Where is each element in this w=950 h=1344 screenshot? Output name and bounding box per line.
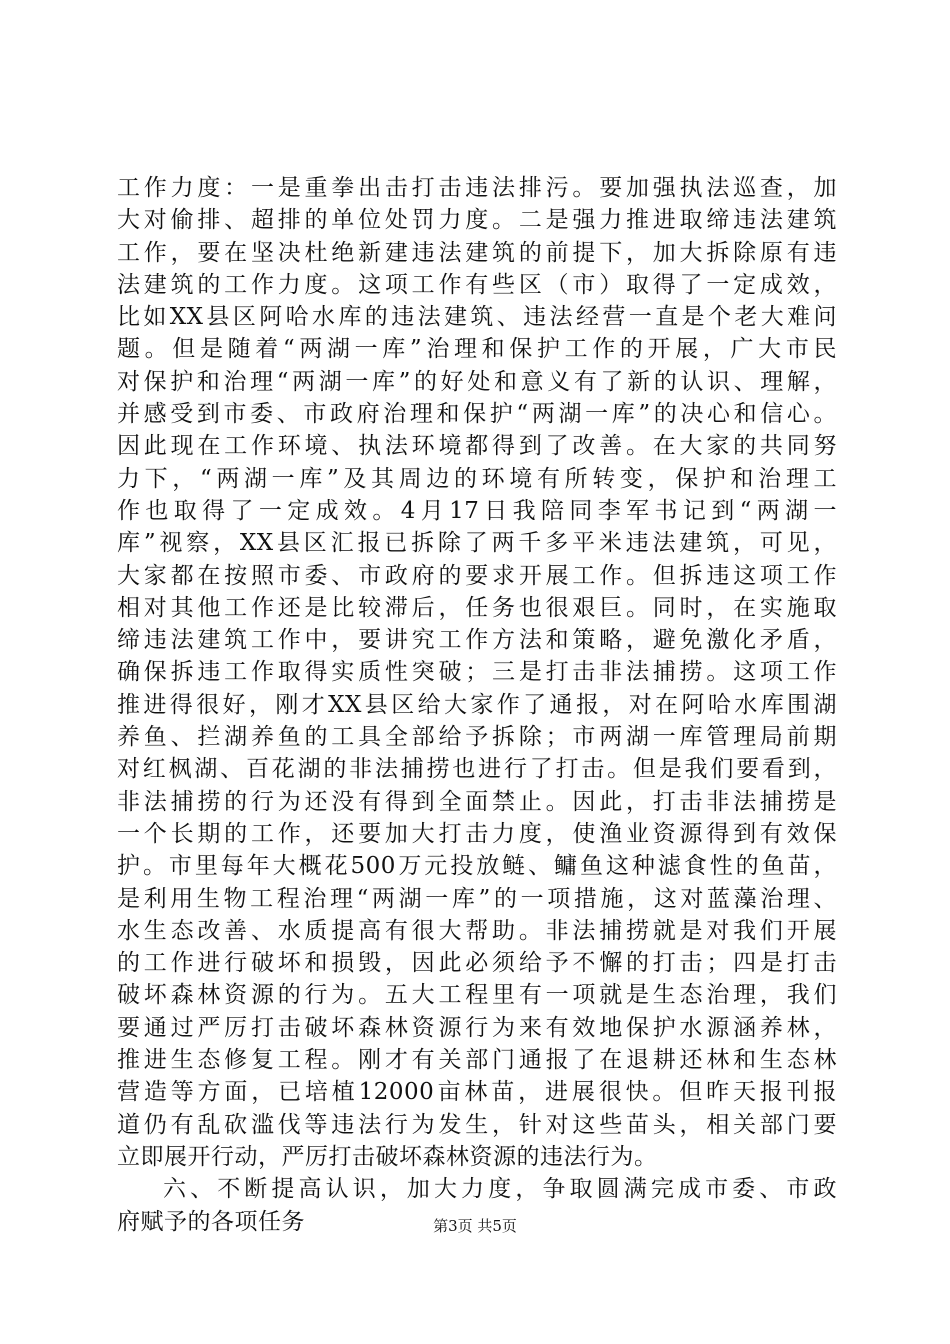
text-line: 大对偷排、超排的单位处罚力度。二是强力推进取缔违法建筑 [117,207,837,234]
text-line: 比如XX县区阿哈水库的违法建筑、违法经营一直是个老大难问 [117,304,837,331]
text-line: 力下，“两湖一库”及其周边的环境有所转变，保护和治理工 [117,465,837,492]
text-line: 对红枫湖、百花湖的非法捕捞也进行了打击。但是我们要看到， [117,756,837,783]
text-line: 养鱼、拦湖养鱼的工具全部给予拆除；市两湖一库管理局前期 [117,724,837,751]
text-line: 相对其他工作还是比较滞后，任务也很艰巨。同时，在实施取 [117,594,837,621]
text-line: 库”视察，XX县区汇报已拆除了两千多平米违法建筑，可见， [117,530,837,557]
text-line: 作也取得了一定成效。4月17日我陪同李军书记到“两湖一 [117,497,837,524]
text-line: 题。但是随着“两湖一库”治理和保护工作的开展，广大市民 [117,336,837,363]
text-line: 立即展开行动，严厉打击破坏森林资源的违法行为。 [117,1143,658,1170]
text-line: 确保拆违工作取得实质性突破；三是打击非法捕捞。这项工作 [117,659,837,686]
text-line: 对保护和治理“两湖一库”的好处和意义有了新的认识、理解， [117,368,837,395]
section-heading-line: 六、不断提高认识，加大力度，争取圆满完成市委、市政 [163,1176,837,1203]
text-line: 营造等方面，已培植12000亩林苗，进展很快。但昨天报刊报 [117,1079,837,1106]
text-line: 水生态改善、水质提高有很大帮助。非法捕捞就是对我们开展 [117,917,837,944]
text-line: 非法捕捞的行为还没有得到全面禁止。因此，打击非法捕捞是 [117,788,837,815]
page-number-footer: 第3页 共5页 [433,1217,517,1235]
text-line: 一个长期的工作，还要加大打击力度，使渔业资源得到有效保 [117,820,837,847]
text-line: 工作，要在坚决杜绝新建违法建筑的前提下，加大拆除原有违 [117,239,837,266]
text-line: 大家都在按照市委、市政府的要求开展工作。但拆违这项工作 [117,562,837,589]
text-line: 破坏森林资源的行为。五大工程里有一项就是生态治理，我们 [117,982,837,1009]
text-line: 道仍有乱砍滥伐等违法行为发生，针对这些苗头，相关部门要 [117,1111,837,1138]
text-line: 护。市里每年大概花500万元投放鲢、鳙鱼这种滤食性的鱼苗， [117,853,837,880]
text-line: 推进得很好，刚才XX县区给大家作了通报，对在阿哈水库围湖 [117,691,837,718]
section-heading-line: 府赋予的各项任务 [117,1208,305,1235]
text-line: 法建筑的工作力度。这项工作有些区（市）取得了一定成效， [117,271,837,298]
text-line: 是利用生物工程治理“两湖一库”的一项措施，这对蓝藻治理、 [117,885,837,912]
text-line: 因此现在工作环境、执法环境都得到了改善。在大家的共同努 [117,433,837,460]
text-line: 并感受到市委、市政府治理和保护“两湖一库”的决心和信心。 [117,401,837,428]
text-line: 要通过严厉打击破坏森林资源行为来有效地保护水源涵养林， [117,1014,837,1041]
body-text [117,172,837,1238]
text-line: 工作力度：一是重拳出击打击违法排污。要加强执法巡查，加 [117,175,837,201]
text-line: 缔违法建筑工作中，要讲究工作方法和策略，避免激化矛盾， [117,627,837,654]
text-line: 推进生态修复工程。刚才有关部门通报了在退耕还林和生态林 [117,1047,837,1074]
text-line: 的工作进行破坏和损毁，因此必须给予不懈的打击；四是打击 [117,950,837,977]
